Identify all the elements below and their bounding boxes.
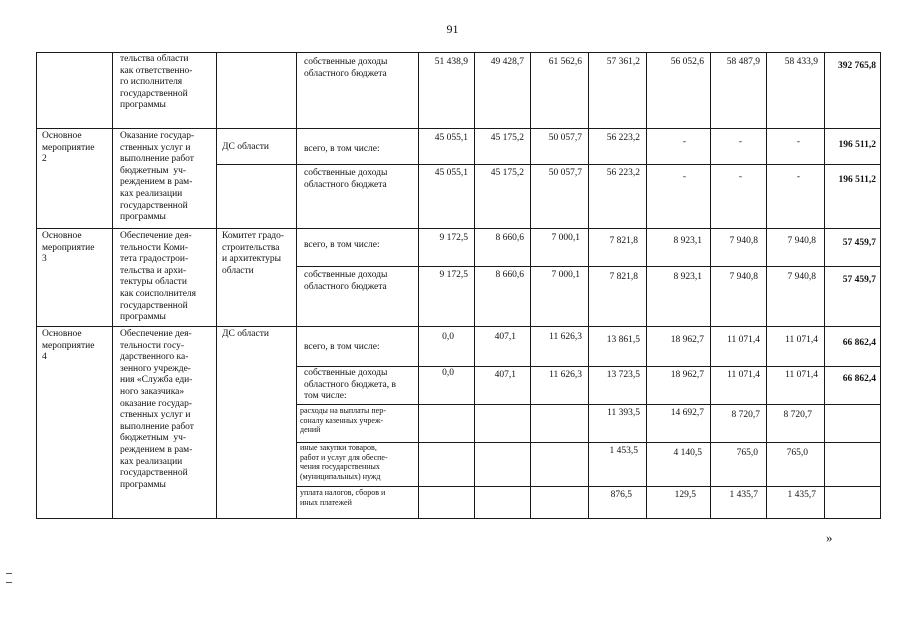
row1-sub1-total: 196 511,2 (838, 175, 876, 185)
row0-total: 392 765,8 (838, 61, 876, 71)
row3-sub4-value-7: 1 435,7 (787, 490, 816, 500)
row2-name: Основное мероприятие 3 (42, 231, 95, 265)
row2-sub1-value-4: 7 821,8 (609, 272, 638, 282)
row3-sub3-value-7: 765,0 (786, 448, 808, 458)
row2-sub0-value-6: 7 940,8 (729, 236, 758, 246)
row1-sub0-source: всего, в том числе: (304, 144, 380, 154)
row1-sub0-value-2: 45 175,2 (490, 133, 524, 143)
table-border-top (36, 52, 881, 53)
row3-sub1-value-6: 11 071,4 (727, 370, 760, 380)
row3-sub3-value-4: 1 453,5 (609, 446, 638, 456)
row2-sub1-source: собственные доходы областного бюджета (304, 270, 388, 292)
row0-value-6: 58 487,9 (726, 57, 760, 67)
row2-sub0-source: всего, в том числе: (304, 240, 380, 250)
row1-sub1-value-7: - (796, 172, 800, 182)
row0-value-5: 56 052,6 (670, 57, 704, 67)
row3-sub4-value-6: 1 435,7 (729, 490, 758, 500)
row1-sub1-value-6: - (738, 172, 742, 182)
row3-sub1-total: 66 862,4 (842, 374, 876, 384)
row0-value-4: 57 361,2 (606, 57, 640, 67)
row3-sub1-value-4: 13 723,5 (606, 370, 640, 380)
row3-sub0-value-1: 0,0 (442, 332, 454, 342)
row3-sub0-value-7: 11 071,4 (785, 335, 818, 345)
table-border-right (880, 52, 881, 519)
row2-executor: Комитет градо- строительства и архитектуры области (222, 231, 285, 276)
row1-sub1-value-1: 45 055,1 (434, 168, 468, 178)
row1-sub1-value-2: 45 175,2 (490, 168, 524, 178)
row-divider (36, 228, 881, 229)
row3-sub1-source: собственные доходы областного бюджета, в том числе: (304, 368, 396, 402)
row1-executor: ДС области (222, 142, 269, 152)
scan-margin-mark (6, 573, 12, 574)
row-divider (216, 164, 881, 165)
row3-sub0-value-4: 13 861,5 (606, 335, 640, 345)
row3-sub1-value-1: 0,0 (442, 368, 454, 378)
row2-sub1-value-5: 8 923,1 (673, 272, 702, 282)
row2-sub1-total: 57 459,7 (842, 275, 876, 285)
row2-sub0-value-2: 8 660,6 (495, 233, 524, 243)
continuation-mark: » (826, 530, 833, 545)
row3-sub3-value-6: 765,0 (736, 448, 758, 458)
table-border-bottom (36, 518, 881, 519)
row3-sub0-value-3: 11 626,3 (549, 332, 582, 342)
page-number: 91 (446, 22, 459, 36)
row1-sub0-value-6: - (738, 137, 742, 147)
row3-sub0-source: всего, в том числе: (304, 342, 380, 352)
row2-sub0-value-1: 9 172,5 (439, 233, 468, 243)
row2-sub1-value-7: 7 940,8 (787, 272, 816, 282)
row3-sub4-value-4: 876,5 (610, 490, 632, 500)
row3-sub1-value-7: 11 071,4 (785, 370, 818, 380)
row3-sub2-value-5: 14 692,7 (670, 408, 704, 418)
row3-sub0-total: 66 862,4 (842, 338, 876, 348)
row2-sub1-value-6: 7 940,8 (729, 272, 758, 282)
row-divider (36, 326, 881, 327)
col-divider (296, 52, 297, 519)
col-divider (216, 52, 217, 519)
row2-description: Обеспечение дея- тельности Коми- тета градострои- тельства и архи- тектуры области как соисполнителя государственной программы (120, 231, 197, 323)
row3-sub1-value-2: 407,1 (494, 370, 516, 380)
row3-sub2-source: расходы на выплаты пер- соналу казенных учреж- дений (300, 406, 386, 435)
row1-sub0-value-7: - (796, 137, 800, 147)
scan-margin-mark (6, 582, 12, 583)
row0-value-2: 49 428,7 (490, 57, 524, 67)
row3-sub3-source: иные закупки товаров, работ и услуг для обеспе- чения государственных (муниципальных) нужд (300, 443, 388, 481)
row2-sub0-value-3: 7 000,1 (551, 233, 580, 243)
row3-sub4-source: уплата налогов, сборов и иных платежей (300, 488, 386, 507)
row2-sub1-value-1: 9 172,5 (439, 270, 468, 280)
row2-sub0-value-5: 8 923,1 (673, 236, 702, 246)
row3-sub4-value-5: 129,5 (674, 490, 696, 500)
row2-sub0-total: 57 459,7 (842, 238, 876, 248)
row0-value-3: 61 562,6 (548, 57, 582, 67)
row3-sub2-value-7: 8 720,7 (783, 410, 812, 420)
row2-sub1-value-2: 8 660,6 (495, 270, 524, 280)
row3-executor: ДС области (222, 329, 269, 339)
row1-sub0-value-1: 45 055,1 (434, 133, 468, 143)
col-divider (112, 52, 113, 519)
row1-sub0-total: 196 511,2 (838, 140, 876, 150)
col-divider (530, 52, 531, 519)
row1-name: Основное мероприятие 2 (42, 131, 95, 165)
row2-sub1-value-3: 7 000,1 (551, 270, 580, 280)
col-divider (418, 52, 419, 519)
row0-value-1: 51 438,9 (434, 57, 468, 67)
row3-sub1-value-5: 18 962,7 (670, 370, 704, 380)
row0-value-7: 58 433,9 (784, 57, 818, 67)
row0-description: тельства области как ответственно- го исполнителя государственной программы (120, 54, 193, 111)
row3-sub1-value-3: 11 626,3 (549, 370, 582, 380)
row1-sub0-value-3: 50 057,7 (548, 133, 582, 143)
row3-description: Обеспечение дея- тельности госу- дарственного ка- зенного учрежде- ния «Служба еди- ного заказчика» оказание государ- ственных услуг и выполнение работ бюджетным уч- реждением в рам- ках реализации государственной программы (120, 329, 194, 490)
row1-sub1-value-3: 50 057,7 (548, 168, 582, 178)
row3-name: Основное мероприятие 4 (42, 329, 95, 363)
row1-sub0-value-5: - (682, 137, 686, 147)
row1-sub1-source: собственные доходы областного бюджета (304, 168, 388, 190)
row3-sub2-value-4: 11 393,5 (607, 408, 640, 418)
row2-sub0-value-7: 7 940,8 (787, 236, 816, 246)
row3-sub2-value-6: 8 720,7 (731, 410, 760, 420)
table-border-left (36, 52, 37, 519)
row1-sub0-value-4: 56 223,2 (606, 133, 640, 143)
row-divider (36, 128, 881, 129)
row1-description: Оказание государ- ственных услуг и выполнение работ бюджетным уч- реждением в рам- ках реализации государственной программы (120, 131, 195, 223)
row3-sub0-value-5: 18 962,7 (670, 335, 704, 345)
row3-sub3-value-5: 4 140,5 (673, 448, 702, 458)
row3-sub0-value-2: 407,1 (494, 332, 516, 342)
row1-sub1-value-5: - (682, 172, 686, 182)
row0-source: собственные доходы областного бюджета (304, 57, 388, 79)
row2-sub0-value-4: 7 821,8 (609, 236, 638, 246)
col-divider (474, 52, 475, 519)
row3-sub0-value-6: 11 071,4 (727, 335, 760, 345)
row1-sub1-value-4: 56 223,2 (606, 168, 640, 178)
